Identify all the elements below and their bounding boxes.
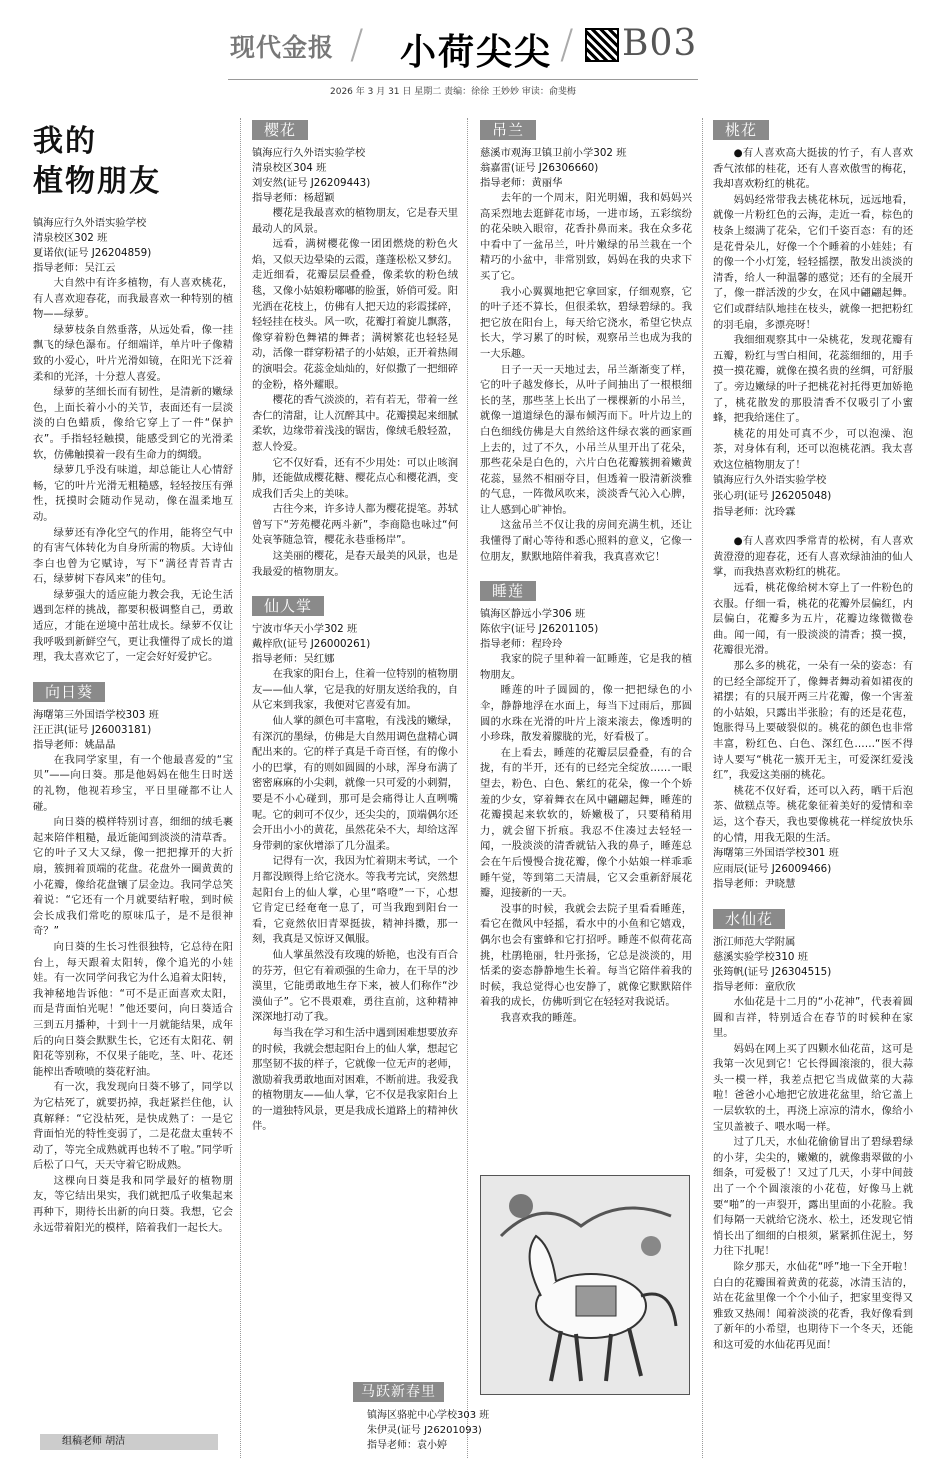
author-teacher: 指导老师：黄丽华: [480, 177, 563, 189]
author-name: 陈依宇(证号 J26201105): [480, 623, 599, 636]
author-class: 清泉校区302 班: [33, 232, 108, 244]
column-divider: [240, 118, 241, 1458]
article-paragraph: 仙人掌虽然没有玫瑰的娇艳，也没有百合的芬芳，但它有着顽强的生命力，在干旱的沙漠里，它能勇敢地生存下来，被人们称作“沙漠仙子”。它不畏艰难，勇往直前，这种精神深深地打动了我。: [252, 948, 458, 1024]
author-name: 夏诺依(证号 J26204859): [33, 247, 152, 259]
author-school: 慈溪市观海卫镇卫前小学302 班: [480, 147, 627, 159]
article-paragraph: 绿萝强大的适应能力教会我，无论生活遇到怎样的挑战，都要积极调整自己，勇敢适应，才能在逆境中茁壮成长。绿萝不仅让我呼吸到新鲜空气，更让我懂得了成长的道理，我太喜欢它了，一定会好好爱护它。: [33, 588, 233, 664]
article-tag: 仙人掌: [252, 596, 324, 616]
painting-author: 朱伊灵(证号 J26201093): [367, 1425, 482, 1436]
author-class: 清泉校区304 班: [252, 162, 327, 174]
editor-credit: 组稿老师 胡洁: [40, 1434, 218, 1450]
article-paragraph: 仙人掌的颜色可丰富啦，有浅浅的嫩绿，有深沉的墨绿，仿佛是大自然用调色盘精心调配出来的。它的样子真是千奇百怪，有的像小小的巴掌，有的则如圆圆的小球，浑身布满了密密麻麻的小尖刺，就像一只可爱的小刺猬，要是不小心碰到，那可是会痛得让人直咧嘴呢。它的刺可不仅少，还尖尖的，顶端偶尔还会开出小小的黄花，虽然花朵不大，却给这浑身带刺的家伙增添了几分温柔。: [252, 715, 458, 852]
article-paragraph: 记得有一次，我因为忙着期末考试，一个月都没顾得上给它浇水。等我考完试，突然想起阳台上的仙人掌，心里“咯噔”一下，心想它肯定已经奄奄一息了，可当我跑到阳台一看，它竟然依旧青翠挺拔，精神抖擞，那一刻，我真是又惊讶又佩服。: [252, 855, 458, 946]
author-school: 镇海应行久外语实验学校: [713, 474, 827, 487]
author-teacher: 指导老师：程玲玲: [480, 638, 563, 651]
article-tag: 向日葵: [33, 682, 105, 702]
article-paragraph: 这美丽的樱花，是春天最美的风景，也是我最爱的植物朋友。: [252, 550, 458, 578]
article-paragraph: 每当我在学习和生活中遇到困难想要放弃的时候，我就会想起阳台上的仙人掌，想起它那坚韧不拔的样子，它就像一位无声的老师，激励着我勇敢地面对困难，不断前进。我爱我的植物朋友——仙人掌，它不仅是我家阳台上的一道独特风景，更是我成长道路上的精神伙伴。: [252, 1026, 458, 1133]
article-paragraph: 这棵向日葵是我和同学最好的植物朋友，等它结出果实，我们就把瓜子收集起来再种下，期待长出新的向日葵。我想，它会永远带着阳光的模样，陪着我们一起长大。: [33, 1174, 233, 1234]
newspaper-brand: 现代金报: [230, 33, 335, 62]
article-paragraph: 桃花不仅好看，还可以入药，晒干后泡茶、做糕点等。桃花象征着美好的爱情和幸运，这个春天，我也要像桃花一样绽放快乐的心情，用我无限的生活。: [713, 784, 913, 844]
author-name: 刘安然(证号 J26209443): [252, 177, 371, 189]
section-title: 小荷尖尖: [400, 31, 553, 73]
article-paragraph: 没事的时候，我就会去院子里看看睡莲，看它在微风中轻摇，看水中的小鱼和它嬉戏，偶尔也会有蜜蜂和它打招呼。睡莲不似荷花高挑，杜鹃艳丽，牡丹张扬，它总是淡淡的，用恬柔的姿态静静地生长着。每当它陪伴着我的时候，我总觉得心也安静了，就像它默默陪伴着我的成长，仿佛听到它在轻轻对我说话。: [480, 902, 692, 1009]
author-teacher: 指导老师：杨超颖: [252, 192, 335, 204]
article-paragraph: 古往今来，许多诗人都为樱花提笔。苏轼曾写下“芳苑樱花两斗新”，李商隐也咏过“何处哀筝随急管，樱花永巷垂杨岸”。: [252, 503, 458, 547]
author-name: 张心玥(证号 J26205048): [713, 490, 832, 503]
author-school: 海曙第三外国语学校301 班: [713, 847, 839, 860]
article-paragraph: 樱花的香气淡淡的，若有若无，带着一丝杏仁的清甜，让人沉醉其中。花瓣摸起来细腻柔软，边缘带着浅浅的锯齿，像绒毛般轻盈，惹人怜爱。: [252, 394, 458, 453]
author-name: 应雨辰(证号 J26009466): [713, 862, 832, 875]
article-paragraph: 我细细观察其中一朵桃花，发现花瓣有五瓣，粉红与雪白相间，花蕊细细的，用手摸一摸花瓣，就像在摸名贵的丝绸，可舒服了。旁边嫩绿的叶子把桃花衬托得更加娇艳了，桃花散发的那股清香不仅吸引了小蜜蜂，把我给迷住了。: [713, 334, 913, 425]
article-paragraph: 向日葵的模样特别讨喜，细细的绒毛裹起来陪伴粗糙，最近能闻到淡淡的清草香。它的叶子又大又绿，像一把把撑开的大折扇，簇拥着顶端的花盘。花盘外一圈黄黄的小花瓣，像给花盘镶了层金边。我同学总笑着说：“它还有一个月就要结籽啦，到时候会长成我们常吃的原味瓜子，是不是很神奇？”: [33, 816, 233, 938]
article-paragraph: 远看，桃花像给树木穿上了一件粉色的衣服。仔细一看，桃花的花瓣外层偏红，内层偏白，花瓣多为五片，花瓣边缘微微卷曲。闻一闻，有一股淡淡的清香；摸一摸，花瓣很光滑。: [713, 582, 913, 657]
article-tag: 睡莲: [480, 581, 536, 601]
author-name: 翁嘉雷(证号 J26306660): [480, 162, 599, 174]
column-divider: [702, 118, 703, 1458]
article-paragraph: 在我同学家里，有一个他最喜爱的“宝贝”——向日葵。那是他妈妈在他生日时送的礼物，他视若珍宝，平日里碰都不让人碰。: [33, 753, 233, 813]
article-paragraph: 绿萝还有净化空气的作用，能将空气中的有害气体转化为自身所需的物质。大诗仙李白也曾为它赋诗，写下“满径青苔青古石，绿萝树下春风来”的佳句。: [33, 526, 233, 586]
article-paragraph: 水仙花是十二月的“小花神”，代表着圆圆和吉祥，特别适合在春节的时候种在家里。: [713, 995, 913, 1040]
article-paragraph: 在我家的阳台上，住着一位特别的植物朋友——仙人掌，它是我的好朋友送给我的，自从它来到我家，我便对它喜爱有加。: [252, 668, 458, 712]
author-school: 镇海应行久外语实验学校: [252, 147, 366, 159]
article-paragraph: 这盆吊兰不仅让我的房间充满生机，还让我懂得了耐心等待和悉心照料的意义，它像一位朋友，默默地陪伴着我，我真喜欢它！: [480, 519, 692, 563]
article-paragraph: 桃花的用处可真不少，可以泡澡、泡茶，对身体有利，还可以泡桃花酒。我太喜欢这位植物朋友了！: [713, 427, 913, 471]
article-tag: 吊兰: [480, 120, 536, 140]
column-divider: [467, 118, 468, 1458]
author-teacher: 指导老师：沈玲霖: [713, 505, 796, 518]
article-paragraph: 日子一天一天地过去，吊兰渐渐变了样，它的叶子越发修长，从叶子间抽出了一根根细长的茎，那些茎上长出了一棵棵新的小吊兰，就像一道道绿色的瀑布倾泻而下。叶片边上的白色细线仿佛是大自然给这件绿衣裳的画家画上去的，过了不久，小吊兰从里开出了花朵，那些花朵是白色的，六片白色花瓣簇拥着嫩黄花蕊，显然不相丽夺目，但透着一股清新淡雅的气息，一阵微风吹来，淡淡香气沁入心脾，让人感到心旷神怡。: [480, 363, 692, 516]
article-paragraph: 我小心翼翼地把它拿回家，仔细观察，它的叶子还不算长，但很柔软，碧绿碧绿的。我把它放在阳台上，每天给它浇水，希望它快点长大，学习累了的时候，观察吊兰也成为我的一大乐趣。: [480, 285, 692, 360]
divider-slash: /: [350, 22, 364, 68]
article-paragraph: 过了几天，水仙花偷偷冒出了碧绿碧绿的小芽，尖尖的，嫩嫩的，就像翡翠做的小细条，可爱极了！又过了几天，小芽中间鼓出了一个个圆滚滚的小花苞，好像马上就要“啪”的一声裂开，露出里面的小花脸。我们每隔一天就给它浇水、松土，还发现它悄悄长出了细细的白根须，紧紧抓住泥土，努力往下扎呢！: [713, 1136, 913, 1258]
article-paragraph: 妈妈经常带我去桃花林玩，远远地看，就像一片粉红色的云海，走近一看，棕色的枝条上缀满了花朵，它们千姿百态：有的还是花骨朵儿，好像一个个睡着的小娃娃；有的像一个小灯笼，轻轻摇摆，散发出淡淡的清香，给人一种温馨的感觉；还有的全展开了，像一群活泼的少女，在风中翩翩起舞。它们或群结队地挂在枝头，就像一把把粉红的羽毛扇，多漂亮呀！: [713, 193, 913, 331]
author-teacher: 指导老师：吴红娜: [252, 653, 335, 666]
column-2: [252, 118, 458, 1135]
article-paragraph: 睡莲的叶子圆圆的，像一把把绿色的小伞，静静地浮在水面上，每当下过雨后，那圆圆的水珠在光滑的叶片上滚来滚去，像透明的小珍珠，散发着朦胧的光，好看极了。: [480, 684, 692, 744]
article-paragraph: 妈妈在网上买了四颗水仙花苗，这可是我第一次见到它！它长得圆滚滚的，很大蒜头一模一样，我差点把它当成做菜的大蒜啦！爸爸小心地把它放进花盆里，给它盖上一层软软的土，再浇上凉凉的清水，像给小宝贝盖被子、喂水喝一样。: [713, 1042, 913, 1133]
feature-title: [33, 122, 233, 202]
column-1: [33, 118, 233, 1236]
feature-title-line2: 植物朋友: [33, 164, 161, 199]
author-school: 镇海区静远小学306 班: [480, 608, 586, 621]
article-paragraph: 有一次，我发现向日葵不够了，同学以为它枯死了，就要扔掉，我赶紧拦住他，认真解释：“它没枯死，是快成熟了：一是它背面怕光的特性变弱了，二是花盘太重转不动了，等完全成熟就再也转不了啦。”同学听后松了口气，天天守着它盼成熟。: [33, 1081, 233, 1172]
article-paragraph: 远看，满树樱花像一团团燃烧的粉色火焰，又似天边晕染的云霞，蓬蓬松松又梦幻。走近细看，花瓣层层叠叠，像柔软的粉色绒毯，又像小姑娘粉嘟嘟的脸蛋，娇俏可爱。阳光洒在花枝上，仿佛有人把天边的彩霞揉碎，轻轻挂在枝头。风一吹，花瓣打着旋儿飘落，像穿着粉色舞裙的舞者；满树繁花也轻轻晃动，活像一群穿粉裙子的小姑娘，正开着热闹的演唱会。花蕊金灿灿的，好似撒了一把细碎的金粉，格外耀眼。: [252, 238, 458, 391]
article-paragraph: ●有人喜欢四季常青的松树，有人喜欢黄澄澄的迎春花，还有人喜欢绿油油的仙人掌，而我热喜欢粉红的桃花。: [713, 535, 913, 579]
author-teacher: 指导老师：童欣欣: [713, 980, 796, 993]
article-paragraph: 我喜欢我的睡莲。: [500, 1011, 583, 1024]
painting-title: 马跃新春里: [353, 1382, 444, 1402]
article-paragraph: 那么多的桃花，一朵有一朵的姿态：有的已经全部绽开了，像舞者舞动着如裙夜的裙摆；有的只展开两三片花瓣，像一个害羞的小姑娘，只露出半张脸；有的还是花苞，饱胀得马上要破裂似的。桃花的颜色也非常丰富，粉红色、白色、深红色……“医不得诗人要写“桃花一簇开无主，可爱深红爱浅红”，我爱这美丽的桃花。: [713, 660, 913, 782]
author-teacher: 指导老师：姚晶晶: [33, 738, 116, 751]
painting-teacher: 指导老师：袁小婷: [367, 1440, 447, 1451]
feature-title-line1: 我的: [33, 124, 97, 159]
dateline: 2026 年 3 月 31 日 星期二 责编：徐徐 王妙妙 审读：俞斐梅: [330, 87, 576, 97]
article-paragraph: 绿萝的茎细长而有韧性，是清新的嫩绿色，上面长着小小的关节，表面还有一层淡淡的白色蜡质，像给它穿上了一件“保护衣”。手指轻轻触摸，能感受到它的光滑柔软，仿佛触摸着一段有生命力的绸缎。: [33, 386, 233, 461]
painting-caption: [353, 1380, 633, 1453]
masthead: [0, 0, 934, 100]
column-4: [713, 118, 913, 1354]
article-tag: 桃花: [713, 120, 769, 140]
article-paragraph: 绿萝枝条自然垂落，从远处看，像一挂飘飞的绿色瀑布。仔细端详，单片叶子像精致的小爱心，叶片光滑如镜，在阳光下泛着柔和的光泽，十分惹人喜爱。: [33, 323, 233, 383]
article-paragraph: 大自然中有许多植物，有人喜欢桃花，有人喜欢迎春花，而我最喜欢一种特别的植物——绿萝。: [33, 277, 233, 321]
article-paragraph: 它不仅好看，还有不少用处：可以止咳润肺，还能做成樱花糖、樱花点心和樱花酒，变成我们舌尖上的美味。: [252, 456, 458, 500]
author-teacher: 指导老师：尹晓慧: [713, 878, 796, 891]
page-number: B03: [622, 23, 698, 64]
article-paragraph: 去年的一个周末，阳光明媚，我和妈妈兴高采烈地去逛鲜花市场，一进市场，五彩缤纷的花朵映入眼帘，花香扑鼻而来。我在众多花中看中了一盆吊兰，叶片嫩绿的吊兰栽在一个精巧的小盆中，非常别致，妈妈在我的央求下买了它。: [480, 192, 692, 282]
article-paragraph: 绿萝几乎没有味道，却总能让人心情舒畅，它的叶片光滑无粗糙感，轻轻按压有弹性，抚摸时会随动作晃动，像在温柔地互动。: [33, 464, 233, 523]
author-school: 宁波市华天小学302 班: [252, 623, 358, 636]
article-paragraph: 樱花是我最喜欢的植物朋友，它是春天里最动人的风景。: [252, 207, 458, 235]
article-paragraph: 除夕那天，水仙花“呼”地一下全开啦！白白的花瓣围着黄黄的花蕊，冰清玉洁的，站在花盆里像一个个小仙子，把家里变得又雅致又热闹！闻着淡淡的花香，我好像看到了新年的小希望，也期待下一个冬天，还能和这可爱的水仙花再见面！: [713, 1261, 913, 1351]
article-tag: 水仙花: [713, 909, 785, 929]
article-paragraph: 向日葵的生长习性很独特，它总待在阳台上，每天跟着太阳转，像个追光的小娃娃。有一次同学问我它为什么追着太阳转，我神秘地告诉他：“可不是正面喜欢太阳，而是背面怕光呢！”他还要问，向日葵适合三到五月播种，十到十一月就能结果，成年后的向日葵会默默生长，它还有太阳花、朝阳花等别称，不仅果子能吃，茎、叶、花还能榨出香喷喷的葵花籽油。: [33, 940, 233, 1078]
horse-painting: [480, 1175, 690, 1395]
article-paragraph: 在上看去，睡莲的花瓣层层叠叠，有的合拢，有的半开，还有的已经完全绽放……一眼望去，粉色、白色、紫红的花朵，像一个个娇羞的少女，穿着舞衣在风中翩翩起舞，睡莲的花瓣摸起来软软的，娇嫩极了，只要稍稍用力，就会留下折痕。我忍不住凑过去轻轻一闻，一股淡淡的清香就钻入我的鼻子，睡莲总会在午后慢慢合拢花瓣，像个小姑娘一样乖乖睡午觉，等到第二天清晨，它又会重新舒展花瓣，迎接新的一天。: [480, 746, 692, 900]
divider-slash: /: [560, 22, 574, 68]
masthead-rule: [228, 79, 698, 80]
column-3: [480, 118, 692, 1027]
article-paragraph: 我家的院子里种着一缸睡莲，它是我的植物朋友。: [480, 653, 692, 681]
author-school: 海曙第三外国语学校303 班: [33, 708, 159, 721]
article-paragraph: ●有人喜欢高大挺拔的竹子，有人喜欢香气浓郁的桂花，还有人喜欢傲雪的梅花，我却喜欢粉红的桃花。: [713, 147, 913, 191]
author-name: 汪正淇(证号 J26003181): [33, 723, 152, 736]
author-class: 慈溪实验学校310 班: [713, 950, 809, 963]
article-tag: 樱花: [252, 120, 308, 140]
author-school: 镇海应行久外语实验学校: [33, 217, 147, 229]
author-teacher: 指导老师：吴江云: [33, 262, 116, 274]
author-school: 浙江师范大学附属: [713, 935, 796, 948]
author-name: 戴梓欣(证号 J26000261): [252, 638, 371, 651]
author-name: 张筠帆(证号 J26304515): [713, 965, 832, 978]
painting-school: 镇海区骆驼中心学校303 班: [367, 1410, 490, 1421]
qr-code-icon: [585, 28, 619, 62]
